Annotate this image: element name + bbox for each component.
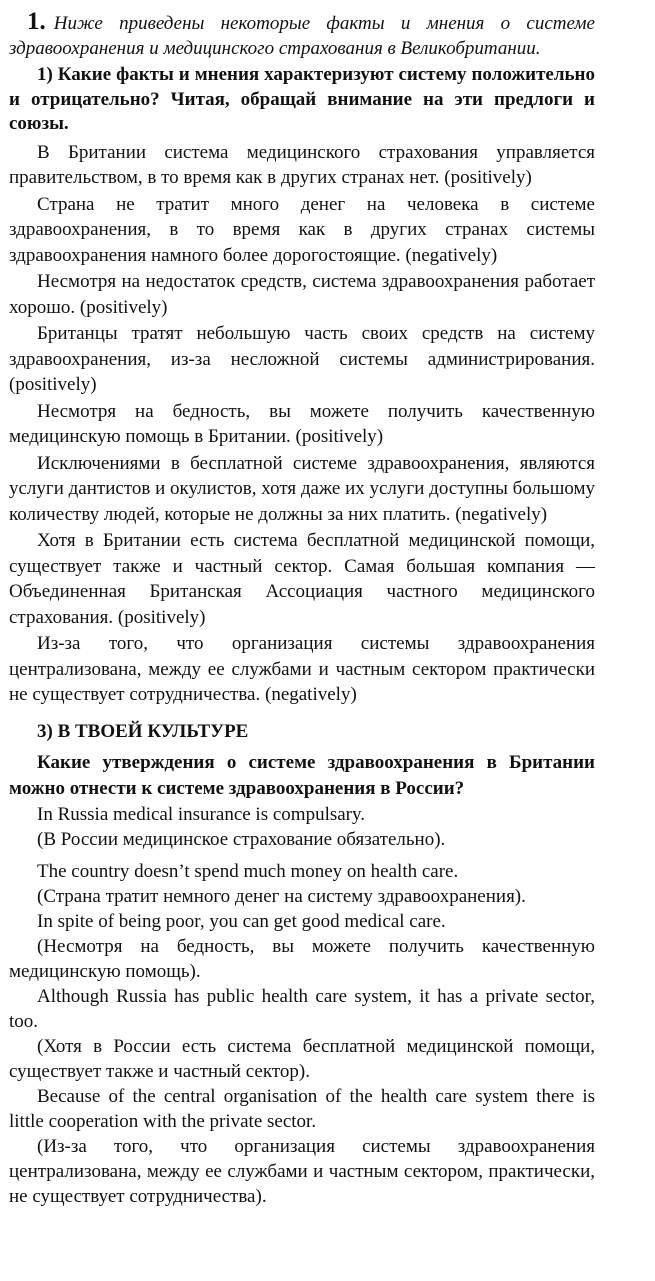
russian-translation: (Страна тратит немного денег на систему здравоохранения). — [37, 885, 526, 907]
task-instruction: Ниже приведены некоторые факты и мнения о системе здравоохранения и медицинского страхования в Великобритании. — [9, 13, 595, 59]
russian-translation: (В России медицинское страхование обязательно). — [37, 828, 446, 850]
subtask-1-heading: 1) Какие факты и мнения характеризуют систему положительно и отрицательно? Читая, обращай внимание на эти предлоги и союзы. — [9, 64, 595, 134]
subtask-3-items — [9, 802, 595, 1209]
english-statement: In Russia medical insurance is compulsary. — [37, 803, 366, 825]
russian-translation: (Из-за того, что организация системы здравоохранения централизована, между ее службами и частным сектором, практически, не существует сотрудничества). — [9, 1135, 595, 1207]
english-statement: Although Russia has public health care system, it has a private sector, too. — [9, 985, 595, 1032]
fact-paragraph: Хотя в Британии есть система бесплатной медицинской помощи, существует также и частный сектор. Самая большая компания — Объединенная Британская Ассоциация частного медицинского страхования. (positively) — [9, 530, 595, 628]
english-statement: Because of the central organisation of the health care system there is little cooperation with the private sector. — [9, 1085, 595, 1132]
fact-paragraph: Несмотря на бедность, вы можете получить качественную медицинскую помощь в Британии. (positively) — [9, 400, 595, 447]
task-number: 1. — [27, 8, 46, 35]
russian-translation: (Несмотря на бедность, вы можете получить качественную медицинскую помощь). — [9, 935, 595, 982]
subtask-3-heading: 3) В ТВОЕЙ КУЛЬТУРЕ — [37, 720, 249, 742]
fact-paragraph: В Британии система медицинского страхования управляется правительством, в то время как в других странах нет. (positively) — [9, 141, 595, 188]
fact-paragraph: Из-за того, что организация системы здравоохранения централизована, между ее службами и частным сектором практически не существует сотрудничества. (negatively) — [9, 633, 595, 705]
fact-paragraph: Страна не тратит много денег на человека в системе здравоохранения, в то время как в других странах системы здравоохранения намного более дорогостоящие. (negatively) — [9, 193, 595, 266]
subtask-3-question: Какие утверждения о системе здравоохранения в Британии можно отнести к системе здравоохранения в России? — [9, 751, 595, 799]
russian-translation: (Хотя в России есть система бесплатной медицинской помощи, существует также и частный сектор). — [9, 1035, 595, 1082]
fact-paragraph: Несмотря на недостаток средств, система здравоохранения работает хорошо. (positively) — [9, 271, 595, 318]
fact-paragraph: Исключениями в бесплатной системе здравоохранения, являются услуги дантистов и окулистов, хотя даже их услуги доступны большому количеству людей, которые не должны за них платить. (negatively) — [9, 452, 595, 525]
subtask-1-paragraphs — [9, 140, 595, 708]
english-statement: In spite of being poor, you can get good medical care. — [37, 910, 446, 932]
fact-paragraph: Британцы тратят небольшую часть своих средств на систему здравоохранения, из-за несложной системы администрирования. (positively) — [9, 323, 595, 395]
task-header — [9, 10, 595, 61]
textbook-page — [9, 10, 595, 1209]
english-statement: The country doesn’t spend much money on health care. — [37, 860, 459, 882]
